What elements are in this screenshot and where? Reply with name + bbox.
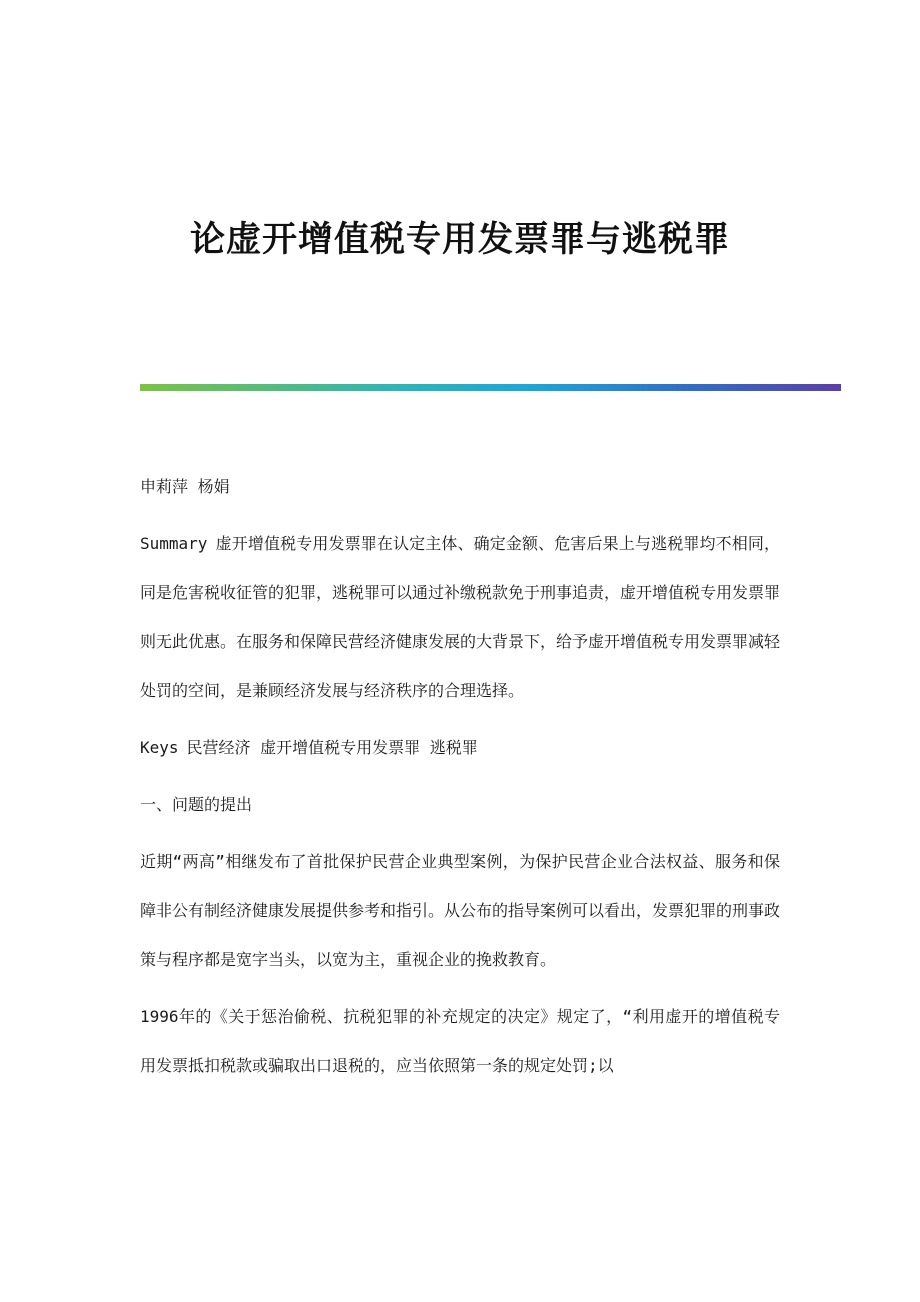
title-divider xyxy=(140,384,841,391)
body-paragraph: 近期“两高”相继发布了首批保护民营企业典型案例，为保护民营企业合法权益、服务和保障非公有制经济健康发展提供参考和指引。从公布的指导案例可以看出，发票犯罪的刑事政策与程序都是宽字当头，以宽为主，重视企业的挽救教育。 xyxy=(140,852,781,969)
summary-text: 虚开增值税专用发票罪在认定主体、确定金额、危害后果上与逃税罪均不相同，同是危害税收征管的犯罪，逃税罪可以通过补缴税款免于刑事追责，虚开增值税专用发票罪则无此优惠。在服务和保障民营经济健康发展的大背景下，给予虚开增值税专用发票罪减轻处罚的空间，是兼顾经济发展与经济秩序的合理选择。 xyxy=(140,534,781,700)
summary-label: Summary xyxy=(140,534,208,553)
authors-line: 申莉萍 杨娟 xyxy=(140,477,230,496)
keys-paragraph xyxy=(140,723,780,772)
keys-text: 民营经济 虚开增值税专用发票罪 逃税罪 xyxy=(186,738,478,757)
document-title: 论虚开增值税专用发票罪与逃税罪 xyxy=(189,219,730,260)
keys-label: Keys xyxy=(140,738,179,757)
document-body xyxy=(140,462,780,1098)
body-paragraph: 1996年的《关于惩治偷税、抗税犯罪的补充规定的决定》规定了，“利用虚开的增值税专用发票抵扣税款或骗取出口退税的，应当依照第一条的规定处罚;以 xyxy=(140,1007,780,1075)
summary-paragraph xyxy=(140,519,780,715)
section-heading: 一、问题的提出 xyxy=(140,795,253,814)
